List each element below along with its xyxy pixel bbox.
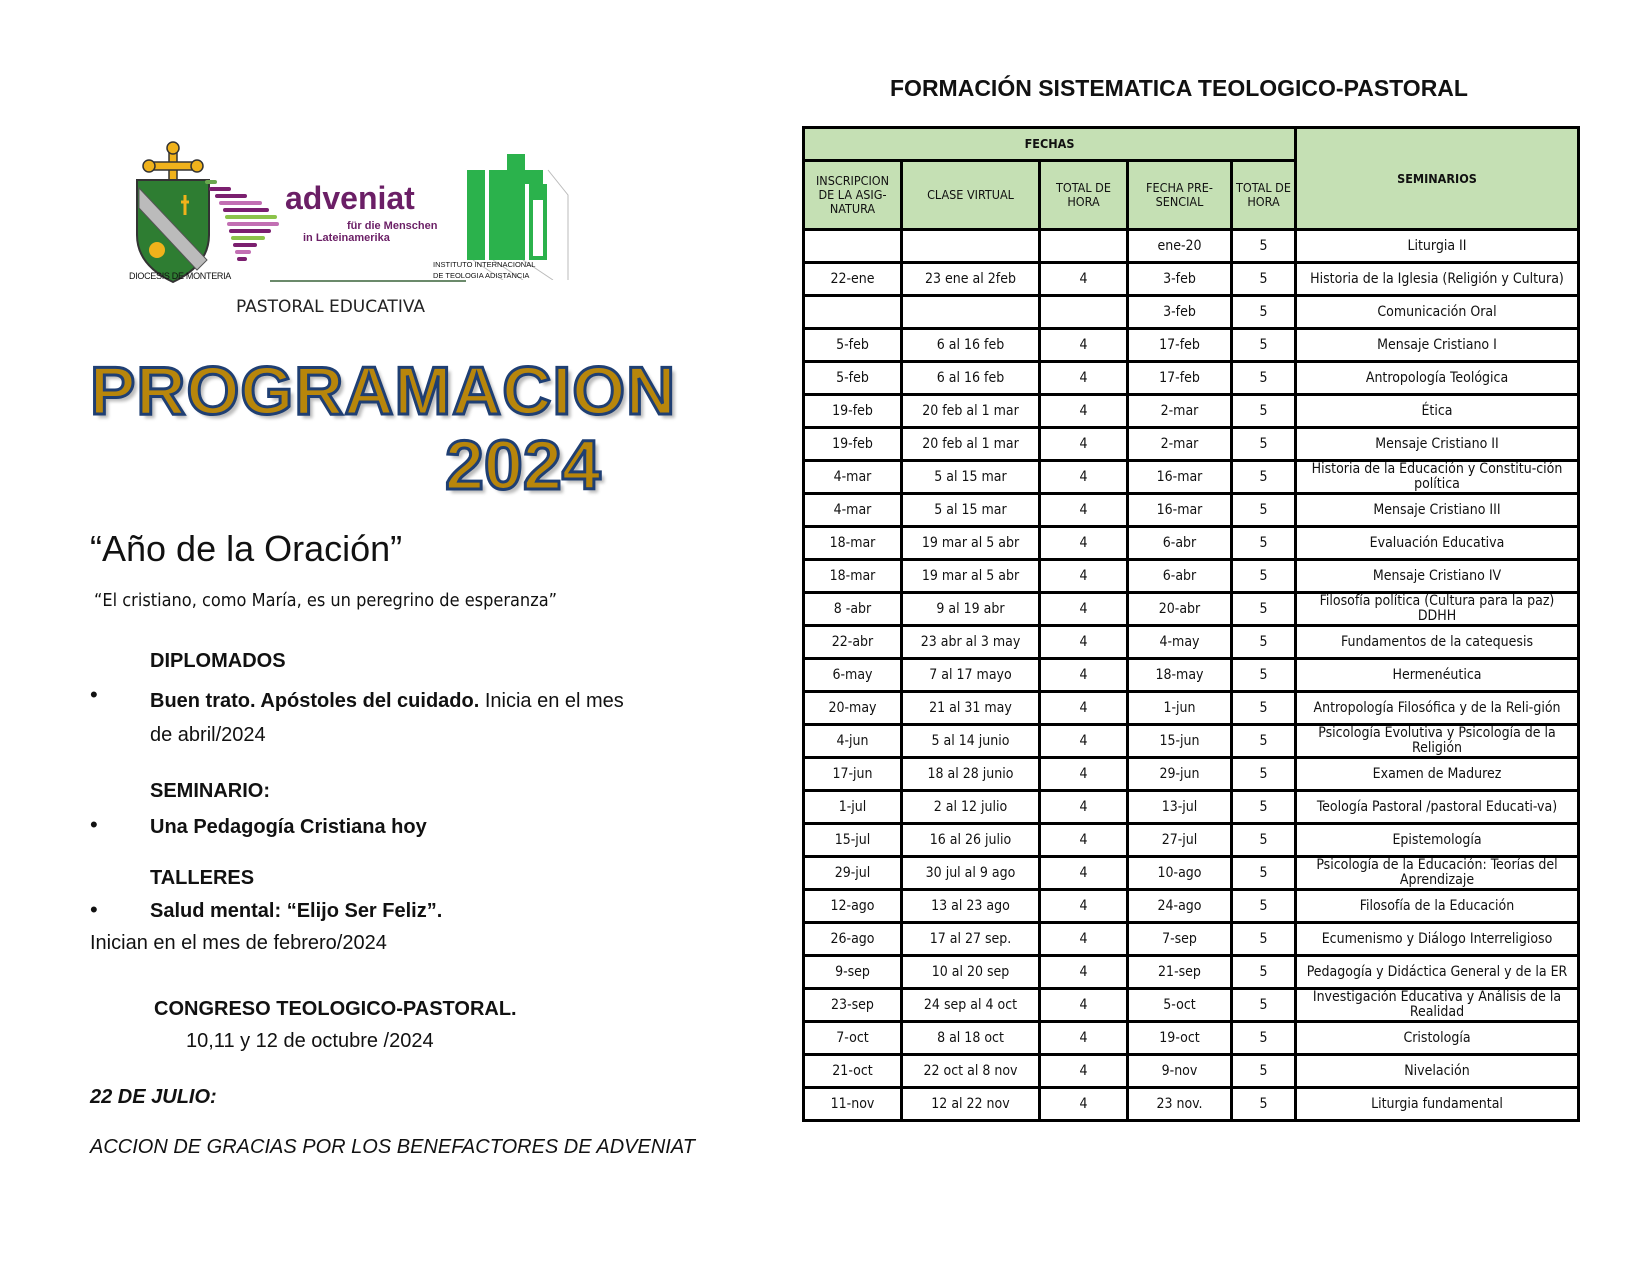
seminario-cell: Ética <box>1296 395 1579 428</box>
header-total-hora-virtual: TOTAL DE HORA <box>1040 161 1128 230</box>
table-row <box>804 428 1579 461</box>
inscripcion-cell: 1-jul <box>804 791 902 824</box>
bullet-icon: • <box>90 682 98 707</box>
total-hora-presencial-cell: 5 <box>1232 791 1296 824</box>
total-hora-virtual-cell: 4 <box>1040 890 1128 923</box>
motto: “El cristiano, como María, es un peregrino de esperanza” <box>94 590 557 611</box>
total-hora-virtual-cell: 4 <box>1040 593 1128 626</box>
fecha-presencial-cell: 27-jul <box>1128 824 1232 857</box>
total-hora-virtual-cell: 4 <box>1040 1022 1128 1055</box>
table-row <box>804 461 1579 494</box>
total-hora-virtual-cell: 4 <box>1040 725 1128 758</box>
clase-virtual-cell: 2 al 12 julio <box>902 791 1040 824</box>
inscripcion-cell: 18-mar <box>804 527 902 560</box>
diplomado-start-date: de abril/2024 <box>150 724 266 746</box>
table-row <box>804 329 1579 362</box>
table-row <box>804 494 1579 527</box>
table-row <box>804 791 1579 824</box>
seminario-cell: Evaluación Educativa <box>1296 527 1579 560</box>
inscripcion-cell: 26-ago <box>804 923 902 956</box>
clase-virtual-cell: 8 al 18 oct <box>902 1022 1040 1055</box>
fecha-presencial-cell: 15-jun <box>1128 725 1232 758</box>
total-hora-virtual-cell: 4 <box>1040 989 1128 1022</box>
year-theme: “Año de la Oración” <box>90 528 403 569</box>
clase-virtual-cell: 5 al 15 mar <box>902 494 1040 527</box>
total-hora-presencial-cell: 5 <box>1232 230 1296 263</box>
fecha-presencial-cell: 10-ago <box>1128 857 1232 890</box>
fecha-presencial-cell: 17-feb <box>1128 362 1232 395</box>
inscripcion-cell: 21-oct <box>804 1055 902 1088</box>
taller-item: Salud mental: “Elijo Ser Feliz”. <box>150 900 443 922</box>
iitd-logo-icon <box>463 140 573 280</box>
seminario-cell: Nivelación <box>1296 1055 1579 1088</box>
total-hora-virtual-cell: 4 <box>1040 527 1128 560</box>
total-hora-presencial-cell: 5 <box>1232 1022 1296 1055</box>
table-row <box>804 1022 1579 1055</box>
event-description: ACCION DE GRACIAS POR LOS BENEFACTORES DE ADVENIAT <box>90 1136 695 1158</box>
total-hora-presencial-cell: 5 <box>1232 1088 1296 1121</box>
header-total-hora-presencial: TOTAL DE HORA <box>1232 161 1296 230</box>
inscripcion-cell: 19-feb <box>804 395 902 428</box>
total-hora-presencial-cell: 5 <box>1232 989 1296 1022</box>
clase-virtual-cell: 22 oct al 8 nov <box>902 1055 1040 1088</box>
table-row <box>804 857 1579 890</box>
fecha-presencial-cell: 5-oct <box>1128 989 1232 1022</box>
total-hora-presencial-cell: 5 <box>1232 494 1296 527</box>
seminario-cell: Fundamentos de la catequesis <box>1296 626 1579 659</box>
bullet-icon: • <box>90 812 98 837</box>
fecha-presencial-cell: 29-jun <box>1128 758 1232 791</box>
total-hora-presencial-cell: 5 <box>1232 692 1296 725</box>
inscripcion-cell: 29-jul <box>804 857 902 890</box>
table-row <box>804 296 1579 329</box>
table-row <box>804 758 1579 791</box>
clase-virtual-cell: 6 al 16 feb <box>902 362 1040 395</box>
inscripcion-cell: 19-feb <box>804 428 902 461</box>
adveniat-logo-name: adveniat <box>285 180 415 216</box>
header-seminarios: SEMINARIOS <box>1296 128 1579 230</box>
table-row <box>804 659 1579 692</box>
clase-virtual-cell: 20 feb al 1 mar <box>902 428 1040 461</box>
clase-virtual-cell: 30 jul al 9 ago <box>902 857 1040 890</box>
clase-virtual-cell: 10 al 20 sep <box>902 956 1040 989</box>
total-hora-presencial-cell: 5 <box>1232 461 1296 494</box>
total-hora-virtual-cell: 4 <box>1040 428 1128 461</box>
seminario-cell: Psicología de la Educación: Teorías del Aprendizaje <box>1296 857 1579 890</box>
clase-virtual-cell: 17 al 27 sep. <box>902 923 1040 956</box>
table-row <box>804 395 1579 428</box>
total-hora-virtual-cell: 4 <box>1040 659 1128 692</box>
total-hora-virtual-cell: 4 <box>1040 362 1128 395</box>
seminario-cell: Filosofía política (Cultura para la paz) DDHH <box>1296 593 1579 626</box>
seminario-cell: Examen de Madurez <box>1296 758 1579 791</box>
fecha-presencial-cell: 13-jul <box>1128 791 1232 824</box>
total-hora-presencial-cell: 5 <box>1232 560 1296 593</box>
table-row <box>804 560 1579 593</box>
inscripcion-cell: 11-nov <box>804 1088 902 1121</box>
table-row <box>804 890 1579 923</box>
divider-line <box>270 280 466 282</box>
table-row <box>804 1088 1579 1121</box>
fecha-presencial-cell: 2-mar <box>1128 428 1232 461</box>
logos-banner <box>129 140 575 305</box>
total-hora-virtual-cell: 4 <box>1040 692 1128 725</box>
seminario-cell: Liturgia fundamental <box>1296 1088 1579 1121</box>
fecha-presencial-cell: ene-20 <box>1128 230 1232 263</box>
clase-virtual-cell: 19 mar al 5 abr <box>902 560 1040 593</box>
total-hora-virtual-cell: 4 <box>1040 857 1128 890</box>
event-date: 22 DE JULIO: <box>90 1086 217 1108</box>
total-hora-virtual-cell: 4 <box>1040 1088 1128 1121</box>
fecha-presencial-cell: 18-may <box>1128 659 1232 692</box>
inscripcion-cell: 8 -abr <box>804 593 902 626</box>
seminario-cell: Teología Pastoral /pastoral Educati-va) <box>1296 791 1579 824</box>
clase-virtual-cell: 20 feb al 1 mar <box>902 395 1040 428</box>
table-row <box>804 692 1579 725</box>
total-hora-virtual-cell: 4 <box>1040 626 1128 659</box>
total-hora-presencial-cell: 5 <box>1232 428 1296 461</box>
inscripcion-cell: 4-mar <box>804 494 902 527</box>
seminario-cell: Historia de la Educación y Constitu-ción política <box>1296 461 1579 494</box>
total-hora-presencial-cell: 5 <box>1232 527 1296 560</box>
total-hora-virtual-cell: 4 <box>1040 824 1128 857</box>
seminario-cell: Mensaje Cristiano III <box>1296 494 1579 527</box>
table-row <box>804 527 1579 560</box>
total-hora-presencial-cell: 5 <box>1232 263 1296 296</box>
total-hora-virtual-cell <box>1040 230 1128 263</box>
clase-virtual-cell: 18 al 28 junio <box>902 758 1040 791</box>
table-row <box>804 956 1579 989</box>
fecha-presencial-cell: 9-nov <box>1128 1055 1232 1088</box>
total-hora-virtual-cell: 4 <box>1040 329 1128 362</box>
fecha-presencial-cell: 24-ago <box>1128 890 1232 923</box>
seminario-cell: Epistemología <box>1296 824 1579 857</box>
total-hora-presencial-cell: 5 <box>1232 659 1296 692</box>
schedule-title: FORMACIÓN SISTEMATICA TEOLOGICO-PASTORAL <box>890 75 1468 101</box>
inscripcion-cell: 4-jun <box>804 725 902 758</box>
total-hora-presencial-cell: 5 <box>1232 857 1296 890</box>
header-fecha-presencial: FECHA PRE-SENCIAL <box>1128 161 1232 230</box>
fecha-presencial-cell: 3-feb <box>1128 263 1232 296</box>
table-row <box>804 824 1579 857</box>
inscripcion-cell: 20-may <box>804 692 902 725</box>
seminario-cell: Cristología <box>1296 1022 1579 1055</box>
total-hora-virtual-cell <box>1040 296 1128 329</box>
seminario-cell: Investigación Educativa y Análisis de la Realidad <box>1296 989 1579 1022</box>
inscripcion-cell: 12-ago <box>804 890 902 923</box>
clase-virtual-cell: 21 al 31 may <box>902 692 1040 725</box>
inscripcion-cell: 5-feb <box>804 329 902 362</box>
table-row <box>804 1055 1579 1088</box>
diplomado-item <box>150 684 640 752</box>
seminario-cell: Mensaje Cristiano IV <box>1296 560 1579 593</box>
clase-virtual-cell: 13 al 23 ago <box>902 890 1040 923</box>
program-title: PROGRAMACION <box>90 353 677 429</box>
clase-virtual-cell: 12 al 22 nov <box>902 1088 1040 1121</box>
table-row <box>804 263 1579 296</box>
inscripcion-cell: 15-jul <box>804 824 902 857</box>
header-clase-virtual: CLASE VIRTUAL <box>902 161 1040 230</box>
clase-virtual-cell: 9 al 19 abr <box>902 593 1040 626</box>
total-hora-presencial-cell: 5 <box>1232 890 1296 923</box>
seminario-item: Una Pedagogía Cristiana hoy <box>150 816 427 838</box>
fecha-presencial-cell: 16-mar <box>1128 494 1232 527</box>
total-hora-presencial-cell: 5 <box>1232 593 1296 626</box>
inscripcion-cell: 5-feb <box>804 362 902 395</box>
schedule-body <box>804 230 1579 1121</box>
fecha-presencial-cell: 2-mar <box>1128 395 1232 428</box>
inscripcion-cell: 23-sep <box>804 989 902 1022</box>
table-row <box>804 593 1579 626</box>
seminario-cell: Psicología Evolutiva y Psicología de la Religión <box>1296 725 1579 758</box>
schedule-table <box>802 126 1580 1122</box>
inscripcion-cell: 22-abr <box>804 626 902 659</box>
fecha-presencial-cell: 1-jun <box>1128 692 1232 725</box>
total-hora-presencial-cell: 5 <box>1232 1055 1296 1088</box>
inscripcion-cell <box>804 296 902 329</box>
table-row <box>804 989 1579 1022</box>
table-row <box>804 725 1579 758</box>
clase-virtual-cell: 24 sep al 4 oct <box>902 989 1040 1022</box>
header-inscripcion: INSCRIPCION DE LA ASIG-NATURA <box>804 161 902 230</box>
total-hora-virtual-cell: 4 <box>1040 263 1128 296</box>
congreso-dates: 10,11 y 12 de octubre /2024 <box>186 1030 434 1052</box>
talleres-heading: TALLERES <box>150 867 255 889</box>
clase-virtual-cell: 5 al 14 junio <box>902 725 1040 758</box>
seminario-cell: Mensaje Cristiano II <box>1296 428 1579 461</box>
total-hora-presencial-cell: 5 <box>1232 824 1296 857</box>
inscripcion-cell: 9-sep <box>804 956 902 989</box>
seminario-cell: Comunicación Oral <box>1296 296 1579 329</box>
clase-virtual-cell: 19 mar al 5 abr <box>902 527 1040 560</box>
inscripcion-cell: 22-ene <box>804 263 902 296</box>
seminario-cell: Pedagogía y Didáctica General y de la ER <box>1296 956 1579 989</box>
fecha-presencial-cell: 6-abr <box>1128 527 1232 560</box>
total-hora-virtual-cell: 4 <box>1040 395 1128 428</box>
total-hora-presencial-cell: 5 <box>1232 329 1296 362</box>
total-hora-presencial-cell: 5 <box>1232 923 1296 956</box>
table-row <box>804 626 1579 659</box>
total-hora-presencial-cell: 5 <box>1232 758 1296 791</box>
fecha-presencial-cell: 23 nov. <box>1128 1088 1232 1121</box>
diplomado-name: Buen trato. Apóstoles del cuidado. <box>150 690 480 712</box>
diocese-caption: DIOCESIS DE MONTERIA <box>129 271 232 281</box>
clase-virtual-cell <box>902 296 1040 329</box>
total-hora-presencial-cell: 5 <box>1232 956 1296 989</box>
congreso-heading: CONGRESO TEOLOGICO-PASTORAL. <box>154 998 517 1020</box>
fecha-presencial-cell: 4-may <box>1128 626 1232 659</box>
total-hora-virtual-cell: 4 <box>1040 461 1128 494</box>
table-row <box>804 362 1579 395</box>
fecha-presencial-cell: 21-sep <box>1128 956 1232 989</box>
clase-virtual-cell <box>902 230 1040 263</box>
clase-virtual-cell: 23 ene al 2feb <box>902 263 1040 296</box>
fecha-presencial-cell: 16-mar <box>1128 461 1232 494</box>
inscripcion-cell: 18-mar <box>804 560 902 593</box>
total-hora-virtual-cell: 4 <box>1040 1055 1128 1088</box>
iitd-caption-2: DE TEOLOGIA ADISTANCIA <box>433 271 530 280</box>
total-hora-presencial-cell: 5 <box>1232 725 1296 758</box>
clase-virtual-cell: 7 al 17 mayo <box>902 659 1040 692</box>
inscripcion-cell: 7-oct <box>804 1022 902 1055</box>
seminario-cell: Antropología Teológica <box>1296 362 1579 395</box>
clase-virtual-cell: 23 abr al 3 may <box>902 626 1040 659</box>
total-hora-presencial-cell: 5 <box>1232 296 1296 329</box>
talleres-start-note: Inician en el mes de febrero/2024 <box>90 932 387 954</box>
total-hora-virtual-cell: 4 <box>1040 956 1128 989</box>
fecha-presencial-cell: 20-abr <box>1128 593 1232 626</box>
program-year: 2024 <box>445 426 601 504</box>
table-row <box>804 923 1579 956</box>
seminario-heading: SEMINARIO: <box>150 780 270 802</box>
adveniat-tagline-2: in Lateinamerika <box>303 232 390 244</box>
total-hora-virtual-cell: 4 <box>1040 758 1128 791</box>
iitd-caption-1: INSTITUTO INTERNACIONAL <box>433 260 536 269</box>
diplomados-heading: DIPLOMADOS <box>150 650 286 672</box>
fecha-presencial-cell: 17-feb <box>1128 329 1232 362</box>
inscripcion-cell: 6-may <box>804 659 902 692</box>
seminario-cell: Antropología Filosófica y de la Reli-gión <box>1296 692 1579 725</box>
table-row <box>804 230 1579 263</box>
clase-virtual-cell: 16 al 26 julio <box>902 824 1040 857</box>
seminario-cell: Liturgia II <box>1296 230 1579 263</box>
inscripcion-cell: 4-mar <box>804 461 902 494</box>
header-fechas: FECHAS <box>804 128 1296 161</box>
adveniat-tagline-1: für die Menschen <box>347 220 438 232</box>
clase-virtual-cell: 6 al 16 feb <box>902 329 1040 362</box>
inscripcion-cell <box>804 230 902 263</box>
fecha-presencial-cell: 6-abr <box>1128 560 1232 593</box>
total-hora-virtual-cell: 4 <box>1040 560 1128 593</box>
total-hora-presencial-cell: 5 <box>1232 626 1296 659</box>
total-hora-virtual-cell: 4 <box>1040 494 1128 527</box>
total-hora-virtual-cell: 4 <box>1040 791 1128 824</box>
seminario-cell: Filosofía de la Educación <box>1296 890 1579 923</box>
fecha-presencial-cell: 19-oct <box>1128 1022 1232 1055</box>
clase-virtual-cell: 5 al 15 mar <box>902 461 1040 494</box>
total-hora-virtual-cell: 4 <box>1040 923 1128 956</box>
seminario-cell: Mensaje Cristiano I <box>1296 329 1579 362</box>
total-hora-presencial-cell: 5 <box>1232 362 1296 395</box>
inscripcion-cell: 17-jun <box>804 758 902 791</box>
total-hora-presencial-cell: 5 <box>1232 395 1296 428</box>
seminario-cell: Hermenéutica <box>1296 659 1579 692</box>
fecha-presencial-cell: 7-sep <box>1128 923 1232 956</box>
pastoral-subtitle: PASTORAL EDUCATIVA <box>236 297 426 317</box>
seminario-cell: Ecumenismo y Diálogo Interreligioso <box>1296 923 1579 956</box>
latin-america-map-icon <box>205 180 285 270</box>
bullet-icon: • <box>90 897 98 922</box>
diplomado-start-text: Inicia en el mes <box>479 690 624 712</box>
fecha-presencial-cell: 3-feb <box>1128 296 1232 329</box>
seminario-cell: Historia de la Iglesia (Religión y Cultura) <box>1296 263 1579 296</box>
